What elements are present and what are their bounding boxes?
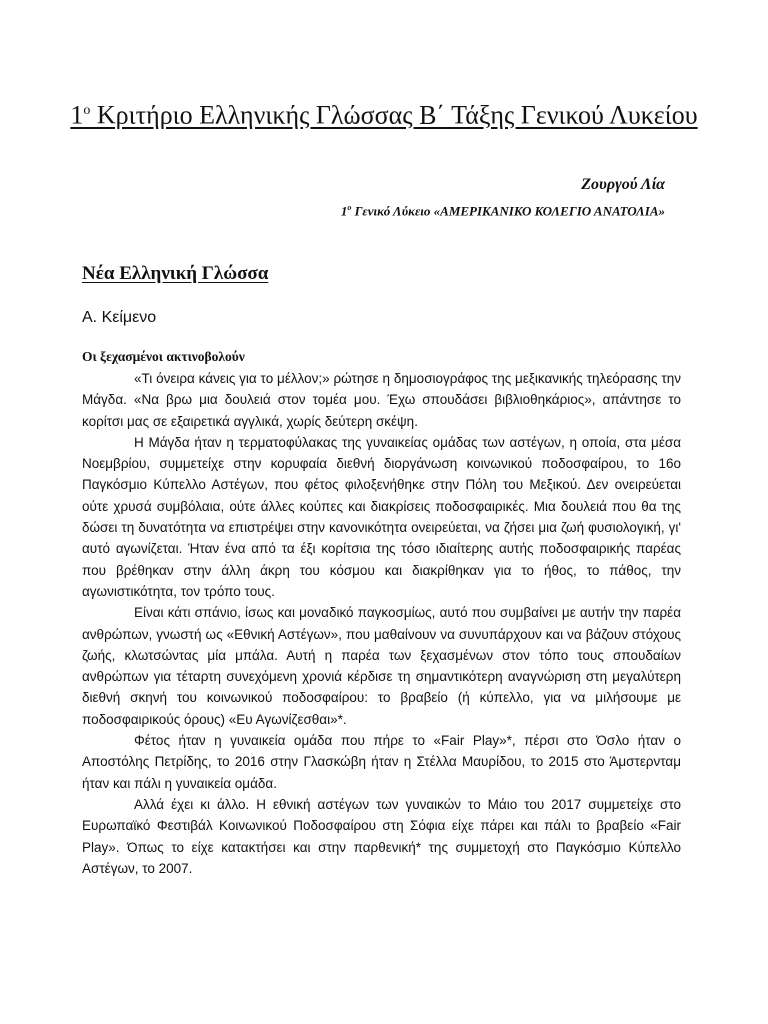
- article-title: Οι ξεχασμένοι ακτινοβολούν: [82, 349, 245, 364]
- paragraph: Φέτος ήταν η γυναικεία ομάδα που πήρε το «Fair Play»*, πέρσι στο Όσλο ήταν ο Αποστόλης Πετρίδης, το 2016 στην Γλασκώβη ήταν η Στέλλα Μαυρίδου, το 2015 στο Άμστερνταμ ήταν και πάλι η γυναικεία ομάδα.: [82, 733, 681, 791]
- title-ordinal: ο: [83, 103, 91, 118]
- article-body: [82, 368, 681, 879]
- title-number: 1: [70, 100, 84, 130]
- document-title: [70, 94, 698, 133]
- paragraph: Είναι κάτι σπάνιο, ίσως και μοναδικό παγκοσμίως, αυτό που συμβαίνει με αυτήν την παρέα ανθρώπων, γνωστή ως «Εθνική Αστέγων», που μαθαίνουν να συνυπάρχουν και να βάζουν στόχους ζωής, κλωτσώντας μία μπάλα. Αυτή η παρέα των ξεχασμένων στον τόπο τους σπουδαίων ανθρώπων για τέταρτη συνεχόμενη χρονιά κέρδισε τη σημαντικότερη αναγνώριση στη μεγαλύτερη διεθνή σκηνή του κοινωνικού ποδοσφαίρου: το βραβείο (ή κύπελλο, για να μιλήσουμε με ποδοσφαιρικούς όρους) «Ευ Αγωνίζεσθαι»*.: [82, 605, 681, 727]
- title-text: Κριτήριο Ελληνικής Γλώσσας Β΄ Τάξης Γενικού Λυκείου: [90, 100, 698, 130]
- paragraph: Η Μάγδα ήταν η τερματοφύλακας της γυναικείας ομάδας των αστέγων, η οποία, στα μέσα Νοεμβρίου, συμμετείχε στην κορυφαία διεθνή διοργάνωση κοινωνικού ποδοσφαίρου, το 16ο Παγκόσμιο Κύπελλο Αστέγων, που φέτος φιλοξενήθηκε στην Πόλη του Μεξικού. Δεν ονειρεύεται ούτε χρυσά συμβόλαια, ούτε άλλες κούπες και διακρίσεις ποδοσφαιρικές. Μια δουλειά που θα της δώσει τη δυνατότητα να επιστρέψει στην κανονικότητα ονειρεύεται, να ζήσει μια ζωή φυσιολογική, γι' αυτό αγωνίζεται. Ήταν ένα από τα έξι κορίτσια της τόσο ιδιαίτερης αυτής ποδοσφαιρικής παρέας που βρέθηκαν στην άλλη άκρη του κόσμου και διακρίθηκαν για το ήθος, το πάθος, την αγωνιστικότητα, τον τρόπο τους.: [82, 434, 681, 599]
- school-number: 1: [340, 203, 348, 219]
- school-name: [341, 203, 665, 219]
- school-text: Γενικό Λύκειο «ΑΜΕΡΙΚΑΝΙΚΟ ΚΟΛΕΓΙΟ ΑΝΑΤΟΛΙΑ»: [351, 203, 665, 219]
- author-name: Ζουργού Λία: [581, 176, 665, 193]
- school-ordinal: ο: [347, 203, 352, 212]
- section-heading: Νέα Ελληνική Γλώσσα: [82, 263, 269, 284]
- subsection-heading: Α. Κείμενο: [82, 309, 157, 326]
- paragraph: «Τι όνειρα κάνεις για το μέλλον;» ρώτησε η δημοσιογράφος της μεξικανικής τηλεόρασης την Μάγδα. «Να βρω μια δουλειά στον τομέα μου. Έχω σπουδάσει βιβλιοθηκάριος», απάντησε το κορίτσι μας σε εξαιρετικά αγγλικά, χωρίς δεύτερη σκέψη.: [82, 371, 681, 429]
- paragraph: Αλλά έχει κι άλλο. Η εθνική αστέγων των γυναικών το Μάιο του 2017 συμμετείχε στο Ευρωπαϊκό Φεστιβάλ Κοινωνικού Ποδοσφαίρου στη Σόφια είχε πάρει και πάλι το βραβείο «Fair Play». Όπως το είχε κατακτήσει και στην παρθενική* της συμμετοχή στο Παγκόσμιο Κύπελλο Αστέγων, το 2007.: [82, 796, 681, 876]
